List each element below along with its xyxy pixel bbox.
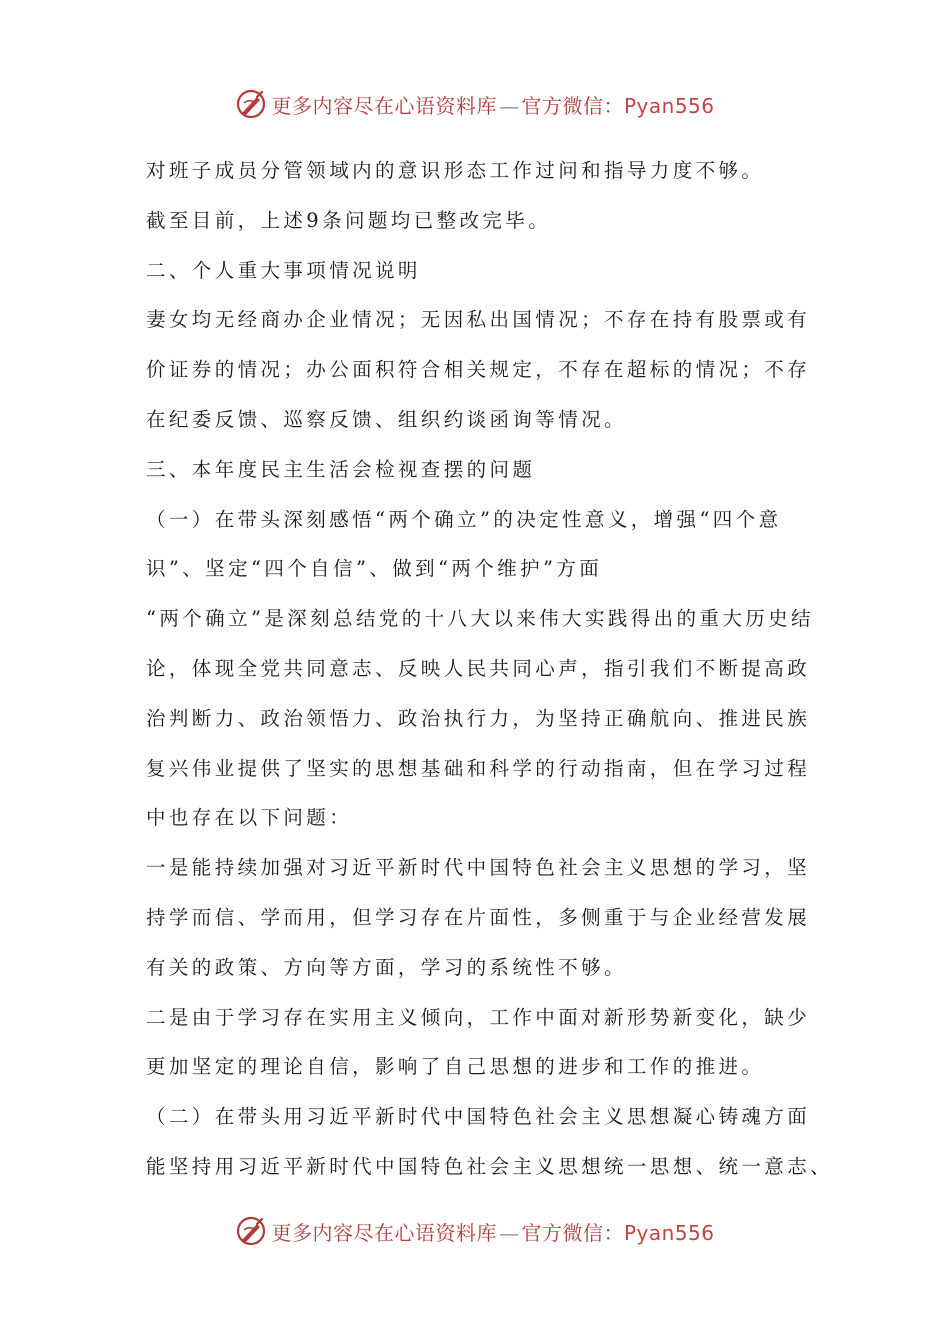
header-site-name: 更多内容尽在心语资料库 <box>271 93 497 118</box>
header-wechat-label: 官方微信： <box>521 93 624 118</box>
text-line: 一是能持续加强对习近平新时代中国特色社会主义思想的学习，坚 <box>146 856 811 880</box>
text-line: 在纪委反馈、巡察反馈、组织约谈函询等情况。 <box>146 407 627 431</box>
footer-watermark <box>0 1211 950 1251</box>
text-line: 中也存在以下问题： <box>146 806 353 830</box>
document-body <box>146 146 834 1192</box>
pen-logo-icon <box>235 1215 267 1247</box>
text-line: 价证券的情况；办公面积符合相关规定，不存在超标的情况；不存 <box>146 358 811 382</box>
header-watermark <box>0 84 950 124</box>
header-wechat-id: Pyan556 <box>623 93 715 118</box>
text-line: 治判断力、政治领悟力、政治执行力，为坚持正确航向、推进民族 <box>146 706 811 730</box>
text-line: 能坚持用习近平新时代中国特色社会主义思想统一思想、统一意志、 <box>146 1154 834 1178</box>
header-dash: — <box>498 93 520 118</box>
pen-logo-icon <box>235 88 267 120</box>
text-line: “两个确立”是深刻总结党的十八大以来伟大实践得出的重大历史结 <box>146 607 814 631</box>
text-line: 更加坚定的理论自信，影响了自己思想的进步和工作的推进。 <box>146 1055 765 1079</box>
text-line: 有关的政策、方向等方面，学习的系统性不够。 <box>146 955 627 979</box>
text-line: 二是由于学习存在实用主义倾向，工作中面对新形势新变化，缺少 <box>146 1005 811 1029</box>
footer-dash: — <box>498 1220 520 1245</box>
text-line: 对班子成员分管领域内的意识形态工作过问和指导力度不够。 <box>146 159 765 182</box>
text-line: 持学而信、学而用，但学习存在片面性，多侧重于与企业经营发展 <box>146 905 811 929</box>
text-line: 截至目前，上述9条问题均已整改完毕。 <box>146 208 552 232</box>
footer-site-name: 更多内容尽在心语资料库 <box>271 1220 497 1245</box>
text-line: 妻女均无经商办企业情况；无因私出国情况；不存在持有股票或有 <box>146 308 811 332</box>
text-line: 复兴伟业提供了坚实的思想基础和科学的行动指南，但在学习过程 <box>146 756 811 780</box>
section-heading: 三、本年度民主生活会检视查摆的问题 <box>146 457 536 481</box>
footer-wechat-id: Pyan556 <box>623 1220 715 1245</box>
subsection-heading: 识”、坚定“四个自信”、做到“两个维护”方面 <box>146 557 603 581</box>
text-line: 论，体现全党共同意志、反映人民共同心声，指引我们不断提高政 <box>146 656 811 680</box>
subsection-heading: （二）在带头用习近平新时代中国特色社会主义思想凝心铸魂方面 <box>146 1105 811 1129</box>
section-heading: 二、个人重大事项情况说明 <box>146 258 421 282</box>
footer-wechat-label: 官方微信： <box>521 1220 624 1245</box>
subsection-heading: （一）在带头深刻感悟“两个确立”的决定性意义，增强“四个意 <box>146 507 782 531</box>
